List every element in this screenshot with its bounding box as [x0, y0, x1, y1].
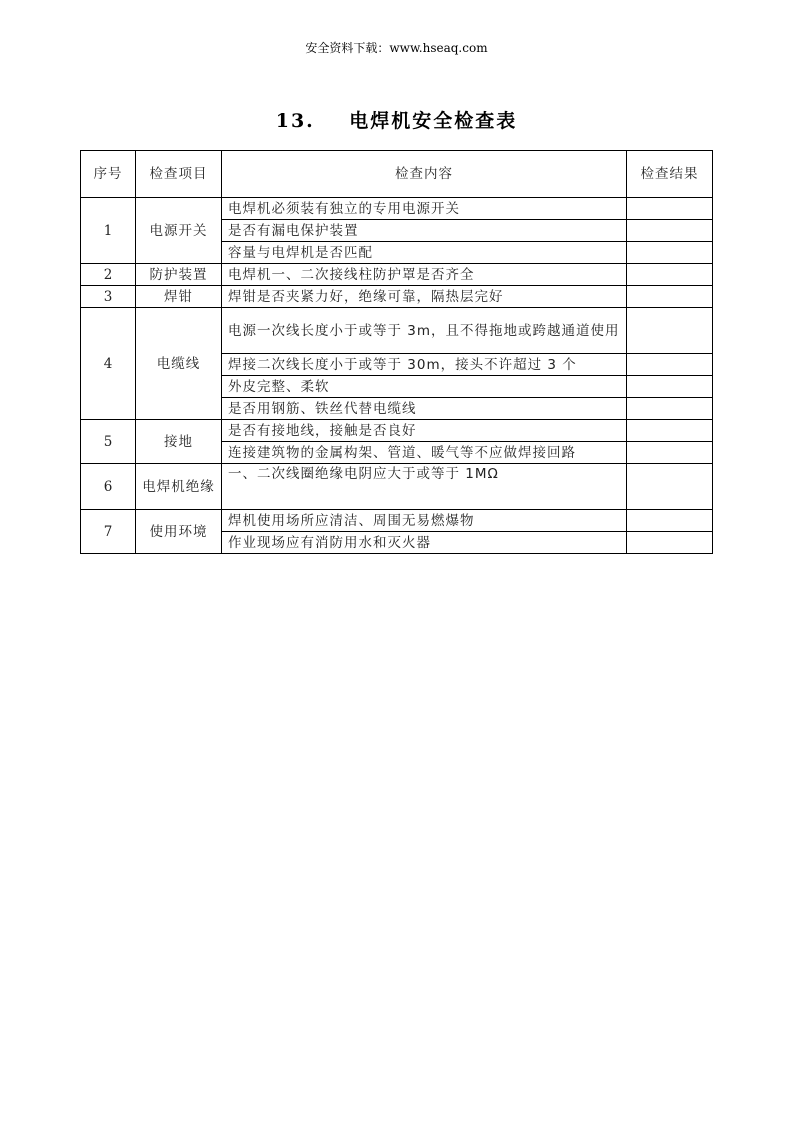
check-result-cell[interactable]: [627, 442, 713, 464]
document-title: 13. 电焊机安全检查表: [275, 110, 518, 132]
row-number: 1: [81, 198, 136, 264]
check-result-cell[interactable]: [627, 398, 713, 420]
table-row: [81, 286, 713, 308]
row-number: 6: [81, 464, 136, 510]
check-item: 焊钳: [136, 286, 222, 308]
check-content: 电焊机一、二次接线柱防护罩是否齐全: [222, 264, 627, 286]
check-content: 是否用钢筋、铁丝代替电缆线: [222, 398, 627, 420]
check-item: 接地: [136, 420, 222, 464]
check-item: 电焊机绝缘: [136, 464, 222, 510]
table-row: [81, 464, 713, 510]
check-result-cell[interactable]: [627, 464, 713, 510]
check-content: 容量与电焊机是否匹配: [222, 242, 627, 264]
check-result-cell[interactable]: [627, 376, 713, 398]
table-row: [81, 308, 713, 354]
row-number: 2: [81, 264, 136, 286]
table-row: [81, 510, 713, 532]
table-header-row: [81, 151, 713, 198]
check-content: 一、二次线圈绝缘电阴应大于或等于 1MΩ: [222, 464, 627, 510]
row-number: 3: [81, 286, 136, 308]
check-content: 是否有接地线，接触是否良好: [222, 420, 627, 442]
column-header-no: 序号: [81, 151, 136, 198]
check-result-cell[interactable]: [627, 286, 713, 308]
column-header-result: 检查结果: [627, 151, 713, 198]
check-result-cell[interactable]: [627, 308, 713, 354]
check-content: 外皮完整、柔软: [222, 376, 627, 398]
check-content: 焊钳是否夹紧力好，绝缘可靠，隔热层完好: [222, 286, 627, 308]
check-item: 防护装置: [136, 264, 222, 286]
check-result-cell[interactable]: [627, 198, 713, 220]
table-row: [81, 198, 713, 220]
check-item: 电缆线: [136, 308, 222, 420]
row-number: 7: [81, 510, 136, 554]
check-content: 电焊机必须装有独立的专用电源开关: [222, 198, 627, 220]
check-item: 电源开关: [136, 198, 222, 264]
check-result-cell[interactable]: [627, 220, 713, 242]
check-result-cell[interactable]: [627, 510, 713, 532]
column-header-item: 检查项目: [136, 151, 222, 198]
row-number: 4: [81, 308, 136, 420]
check-result-cell[interactable]: [627, 532, 713, 554]
check-content: 连接建筑物的金属构架、管道、暖气等不应做焊接回路: [222, 442, 627, 464]
check-result-cell[interactable]: [627, 264, 713, 286]
check-content: 焊接二次线长度小于或等于 30m，接头不许超过 3 个: [222, 354, 627, 376]
check-content: 是否有漏电保护装置: [222, 220, 627, 242]
check-content: 作业现场应有消防用水和灭火器: [222, 532, 627, 554]
source-header: 安全资料下载：www.hseaq.com: [305, 41, 488, 55]
check-result-cell[interactable]: [627, 354, 713, 376]
check-content: 焊机使用场所应清洁、周围无易燃爆物: [222, 510, 627, 532]
safety-checklist-table: [80, 150, 713, 554]
table-row: [81, 264, 713, 286]
check-result-cell[interactable]: [627, 242, 713, 264]
column-header-content: 检查内容: [222, 151, 627, 198]
check-item: 使用环境: [136, 510, 222, 554]
table-row: [81, 420, 713, 442]
row-number: 5: [81, 420, 136, 464]
check-content: 电源一次线长度小于或等于 3m，且不得拖地或跨越通道使用: [222, 308, 627, 354]
check-result-cell[interactable]: [627, 420, 713, 442]
